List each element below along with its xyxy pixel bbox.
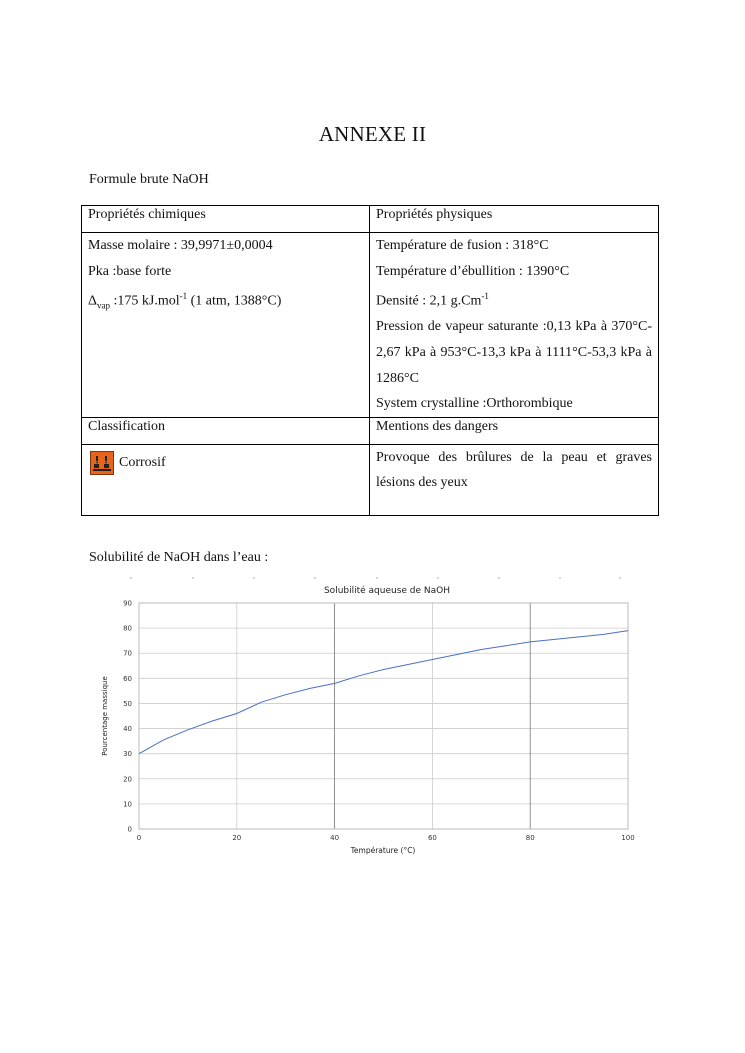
classification-cell [82, 444, 370, 515]
classification-value: Corrosif [119, 454, 166, 470]
y-tick-label: 20 [123, 775, 132, 784]
y-tick-label: 50 [123, 699, 132, 708]
x-tick-label: 100 [621, 834, 635, 842]
molar-mass: Masse molaire : 39,9971±0,0004 [88, 238, 273, 253]
y-tick-label: 70 [123, 649, 132, 658]
series-line [139, 631, 628, 754]
y-tick-label: 90 [123, 599, 132, 608]
y-axis-label: Pourcentage massique [101, 676, 109, 756]
y-tick-label: 10 [123, 800, 132, 809]
delta-exponent: -1 [179, 291, 188, 302]
x-tick-label: 60 [427, 834, 437, 842]
y-tick-label: 0 [127, 825, 132, 834]
dangers-cell [370, 444, 659, 515]
chemical-properties-header: Propriétés chimiques [82, 206, 370, 233]
properties-table [81, 205, 659, 516]
plot-area [139, 603, 628, 829]
y-tick-label: 40 [123, 725, 132, 734]
physical-properties-header: Propriétés physiques [370, 206, 659, 233]
dangers-value: Provoque des brûlures de la peau et graves lésions des yeux [376, 449, 652, 491]
density [376, 284, 652, 314]
x-tick-label: 20 [232, 834, 242, 842]
y-tick-label: 80 [123, 624, 132, 633]
y-tick-label: 30 [123, 750, 132, 759]
x-tick-label: 0 [136, 834, 142, 842]
page-title: ANNEXE II [318, 122, 427, 146]
solubility-chart [96, 574, 641, 864]
chart-title: Solubilité aqueuse de NaOH [323, 586, 451, 596]
pka: Pka :base forte [88, 263, 172, 279]
formula-label: Formule brute NaOH [89, 172, 209, 187]
solubility-title: Solubilité de NaOH dans l’eau : [89, 550, 269, 565]
delta-conditions: (1 atm, 1388°C) [187, 293, 282, 309]
classification-header: Classification [82, 417, 370, 444]
corrosive-hazard-icon [90, 451, 114, 475]
boiling-point: Température d’ébullition : 1390°C [376, 263, 570, 279]
vaporization-enthalpy [88, 284, 363, 319]
x-tick-label: 40 [330, 834, 340, 842]
dangers-header: Mentions des dangers [370, 417, 659, 444]
density-exponent: -1 [481, 291, 489, 302]
physical-properties-cell [370, 233, 659, 418]
chemical-properties-cell [82, 233, 370, 418]
delta-symbol: Δ [88, 293, 98, 309]
x-tick-label: 80 [525, 834, 535, 842]
vapor-pressure: Pression de vapeur saturante :0,13 kPa à 370°C-2,67 kPa à 953°C-13,3 kPa à 1111°C-53,3 kPa à 1286°C [376, 319, 652, 386]
delta-value: :175 kJ.mol [110, 293, 180, 309]
delta-subscript: vap [97, 300, 111, 311]
x-axis-label: Température (°C) [350, 846, 416, 855]
crystal-system: System crystalline :Orthorombique [376, 396, 573, 412]
melting-point: Température de fusion : 318°C [376, 238, 549, 253]
density-value: Densité : 2,1 g.Cm [376, 293, 482, 309]
y-tick-label: 60 [123, 674, 132, 683]
